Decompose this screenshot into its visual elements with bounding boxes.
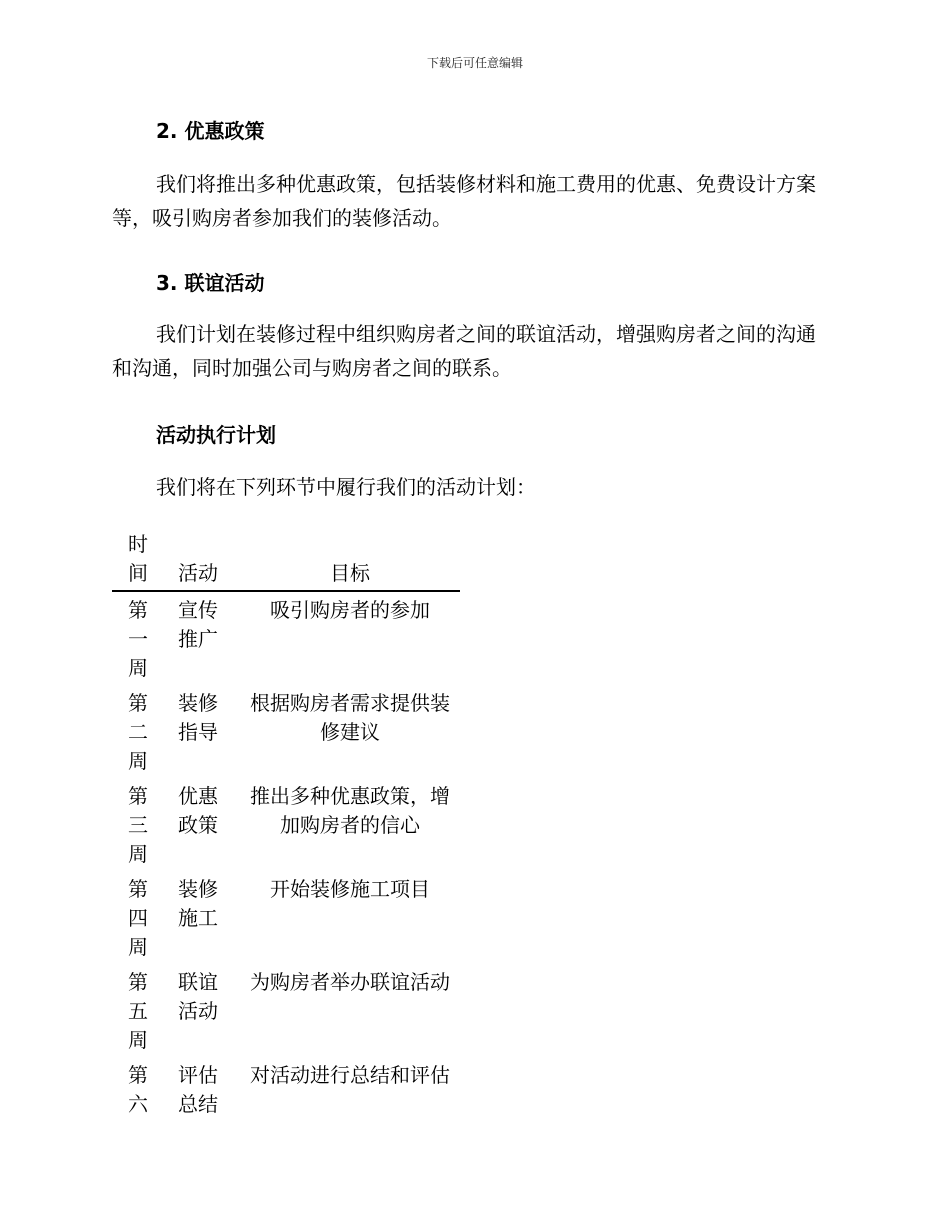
cell-goal: 为购房者举办联谊活动 [250, 970, 450, 994]
cell-goal: 对活动进行总结和评估 [250, 1063, 450, 1087]
table-header-row [112, 530, 460, 591]
table-row [112, 1057, 460, 1121]
section-paragraph-discount-policy: 我们将推出多种优惠政策，包括装修材料和施工费用的优惠、免费设计方案等，吸引购房者参加我们的装修活动。 [112, 172, 816, 230]
cell-time: 第六 [128, 1063, 148, 1116]
section-paragraph-execution-plan: 我们将在下列环节中履行我们的活动计划： [156, 475, 536, 499]
cell-time: 第二周 [128, 691, 148, 773]
table-row [112, 964, 460, 1057]
cell-activity: 优惠政策 [178, 784, 218, 837]
section-heading-discount-policy: 2. 优惠政策 [156, 119, 265, 143]
column-header-time: 时间 [128, 532, 148, 585]
cell-activity: 装修施工 [178, 877, 218, 930]
section-paragraph-social-activity: 我们计划在装修过程中组织购房者之间的联谊活动，增强购房者之间的沟通和沟通，同时加强公司与购房者之间的联系。 [112, 322, 816, 380]
section-heading-execution-plan: 活动执行计划 [156, 423, 276, 447]
page-header-note: 下载后可任意编辑 [426, 56, 523, 70]
table-row [112, 685, 460, 778]
column-header-goal: 目标 [330, 561, 370, 585]
cell-activity: 联谊活动 [178, 970, 218, 1023]
cell-goal: 吸引购房者的参加 [270, 598, 430, 622]
cell-time: 第一周 [128, 598, 148, 680]
table-row [112, 778, 460, 871]
cell-goal: 开始装修施工项目 [270, 877, 430, 901]
activity-schedule-table [112, 530, 460, 1121]
cell-time: 第四周 [128, 877, 148, 959]
cell-goal: 根据购房者需求提供装修建议 [250, 691, 450, 744]
section-heading-social-activity: 3. 联谊活动 [156, 271, 265, 295]
cell-activity: 评估总结 [178, 1063, 218, 1116]
cell-time: 第三周 [128, 784, 148, 866]
table-row [112, 591, 460, 685]
cell-goal: 推出多种优惠政策，增加购房者的信心 [250, 784, 450, 837]
cell-time: 第五周 [128, 970, 148, 1052]
cell-activity: 装修指导 [178, 691, 218, 744]
table-row [112, 871, 460, 964]
cell-activity: 宣传推广 [178, 598, 218, 651]
column-header-activity: 活动 [178, 561, 218, 585]
